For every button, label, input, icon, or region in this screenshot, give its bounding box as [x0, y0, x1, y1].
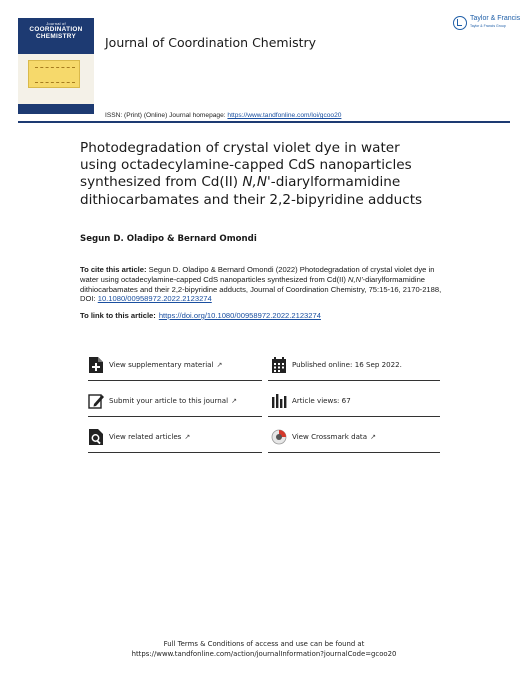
citation-text: Segun D. Oladipo & Bernard Omondi (2022) Photodegradation of crystal violet dye in water using octadecylamine-capped CdS nanoparticles synthesized from Cd(II)	[80, 265, 435, 284]
journal-title[interactable]: Journal of Coordination Chemistry	[105, 35, 317, 50]
related-label: View related articles	[109, 432, 182, 441]
citation-italic-text: N,N'	[348, 274, 363, 284]
external-link-icon: ↗	[184, 433, 191, 441]
action-divider	[88, 380, 262, 381]
crossmark-link[interactable]	[271, 424, 451, 454]
citation-block	[80, 265, 452, 304]
document-search-icon	[88, 428, 104, 446]
title-line: using octadecylamine-capped CdS nanoparticles	[80, 157, 412, 174]
title-line: Photodegradation of crystal violet dye in water	[80, 140, 400, 156]
action-divider	[268, 452, 440, 453]
title-line	[80, 174, 460, 191]
journal-homepage-link[interactable]: https://www.tandfonline.com/loi/gcoo20	[227, 112, 342, 119]
calendar-icon	[271, 356, 287, 374]
published-online	[271, 352, 451, 382]
footer-terms-text: Full Terms & Conditions of access and use can be found at	[163, 640, 365, 648]
journal-cover-image	[18, 18, 94, 114]
document-plus-icon	[88, 356, 104, 374]
title-line: dithiocarbamates and their 2,2-bipyridine adducts	[80, 191, 423, 208]
supplementary-label: View supplementary material	[109, 360, 214, 369]
cover-title-line1: COORDINATION	[29, 26, 83, 33]
crossmark-label: View Crossmark data	[292, 432, 368, 441]
citation-text: -diarylformamidine dithiocarbamates and their 2,2-bipyridine adducts, Journal of Coordination Chemistry, 75:15-16, 2170-2188, DOI:	[80, 274, 442, 304]
citation-doi-link[interactable]: 10.1080/00958972.2022.2123274	[97, 294, 212, 304]
supplementary-material-link[interactable]	[88, 352, 268, 382]
article-doi-link[interactable]: https://doi.org/10.1080/00958972.2022.2123274	[158, 311, 321, 320]
action-divider	[268, 380, 440, 381]
article-views-label: Article views: 67	[292, 396, 351, 405]
action-divider	[268, 416, 440, 417]
submit-label: Submit your article to this journal	[109, 396, 229, 405]
article-views	[271, 388, 451, 418]
action-divider	[88, 452, 262, 453]
action-divider	[88, 416, 262, 417]
cover-footer-band	[18, 104, 94, 114]
header-divider	[18, 121, 510, 123]
bar-chart-icon	[271, 392, 287, 410]
related-articles-link[interactable]	[88, 424, 268, 454]
article-link-label: To link to this article:	[80, 311, 156, 320]
cover-artwork	[28, 60, 80, 88]
title-italic-text: N,N'	[242, 174, 271, 191]
footer-terms-link[interactable]: https://www.tandfonline.com/action/journalInformation?journalCode=gcoo20	[131, 649, 397, 658]
crossmark-icon	[271, 428, 287, 446]
published-online-label: Published online: 16 Sep 2022.	[292, 360, 402, 369]
cover-small-text: Journal of	[46, 21, 66, 26]
publisher-subname: Taylor & Francis Group	[470, 24, 506, 28]
external-link-icon: ↗	[231, 397, 237, 405]
issn-line	[105, 112, 341, 119]
publisher-name: Taylor & Francis	[470, 15, 521, 22]
article-title	[80, 140, 460, 209]
taylor-francis-logo-icon	[453, 16, 467, 30]
publisher-logo[interactable]	[453, 14, 521, 32]
submit-article-link[interactable]	[88, 388, 268, 418]
article-link-line	[80, 311, 321, 320]
title-text: synthesized from Cd(II)	[80, 174, 243, 191]
pencil-edit-icon	[88, 392, 104, 410]
issn-text: ISSN: (Print) (Online) Journal homepage:	[105, 112, 226, 119]
title-text: -diarylformamidine	[270, 174, 401, 191]
external-link-icon: ↗	[370, 433, 376, 441]
citation-label: To cite this article:	[80, 265, 147, 274]
cover-banner	[18, 18, 94, 54]
external-link-icon: ↗	[216, 361, 223, 369]
authors: Segun D. Oladipo & Bernard Omondi	[80, 234, 257, 244]
cover-artwork-area	[18, 54, 94, 104]
footer	[0, 640, 528, 659]
cover-title-line2: CHEMISTRY	[35, 33, 77, 40]
